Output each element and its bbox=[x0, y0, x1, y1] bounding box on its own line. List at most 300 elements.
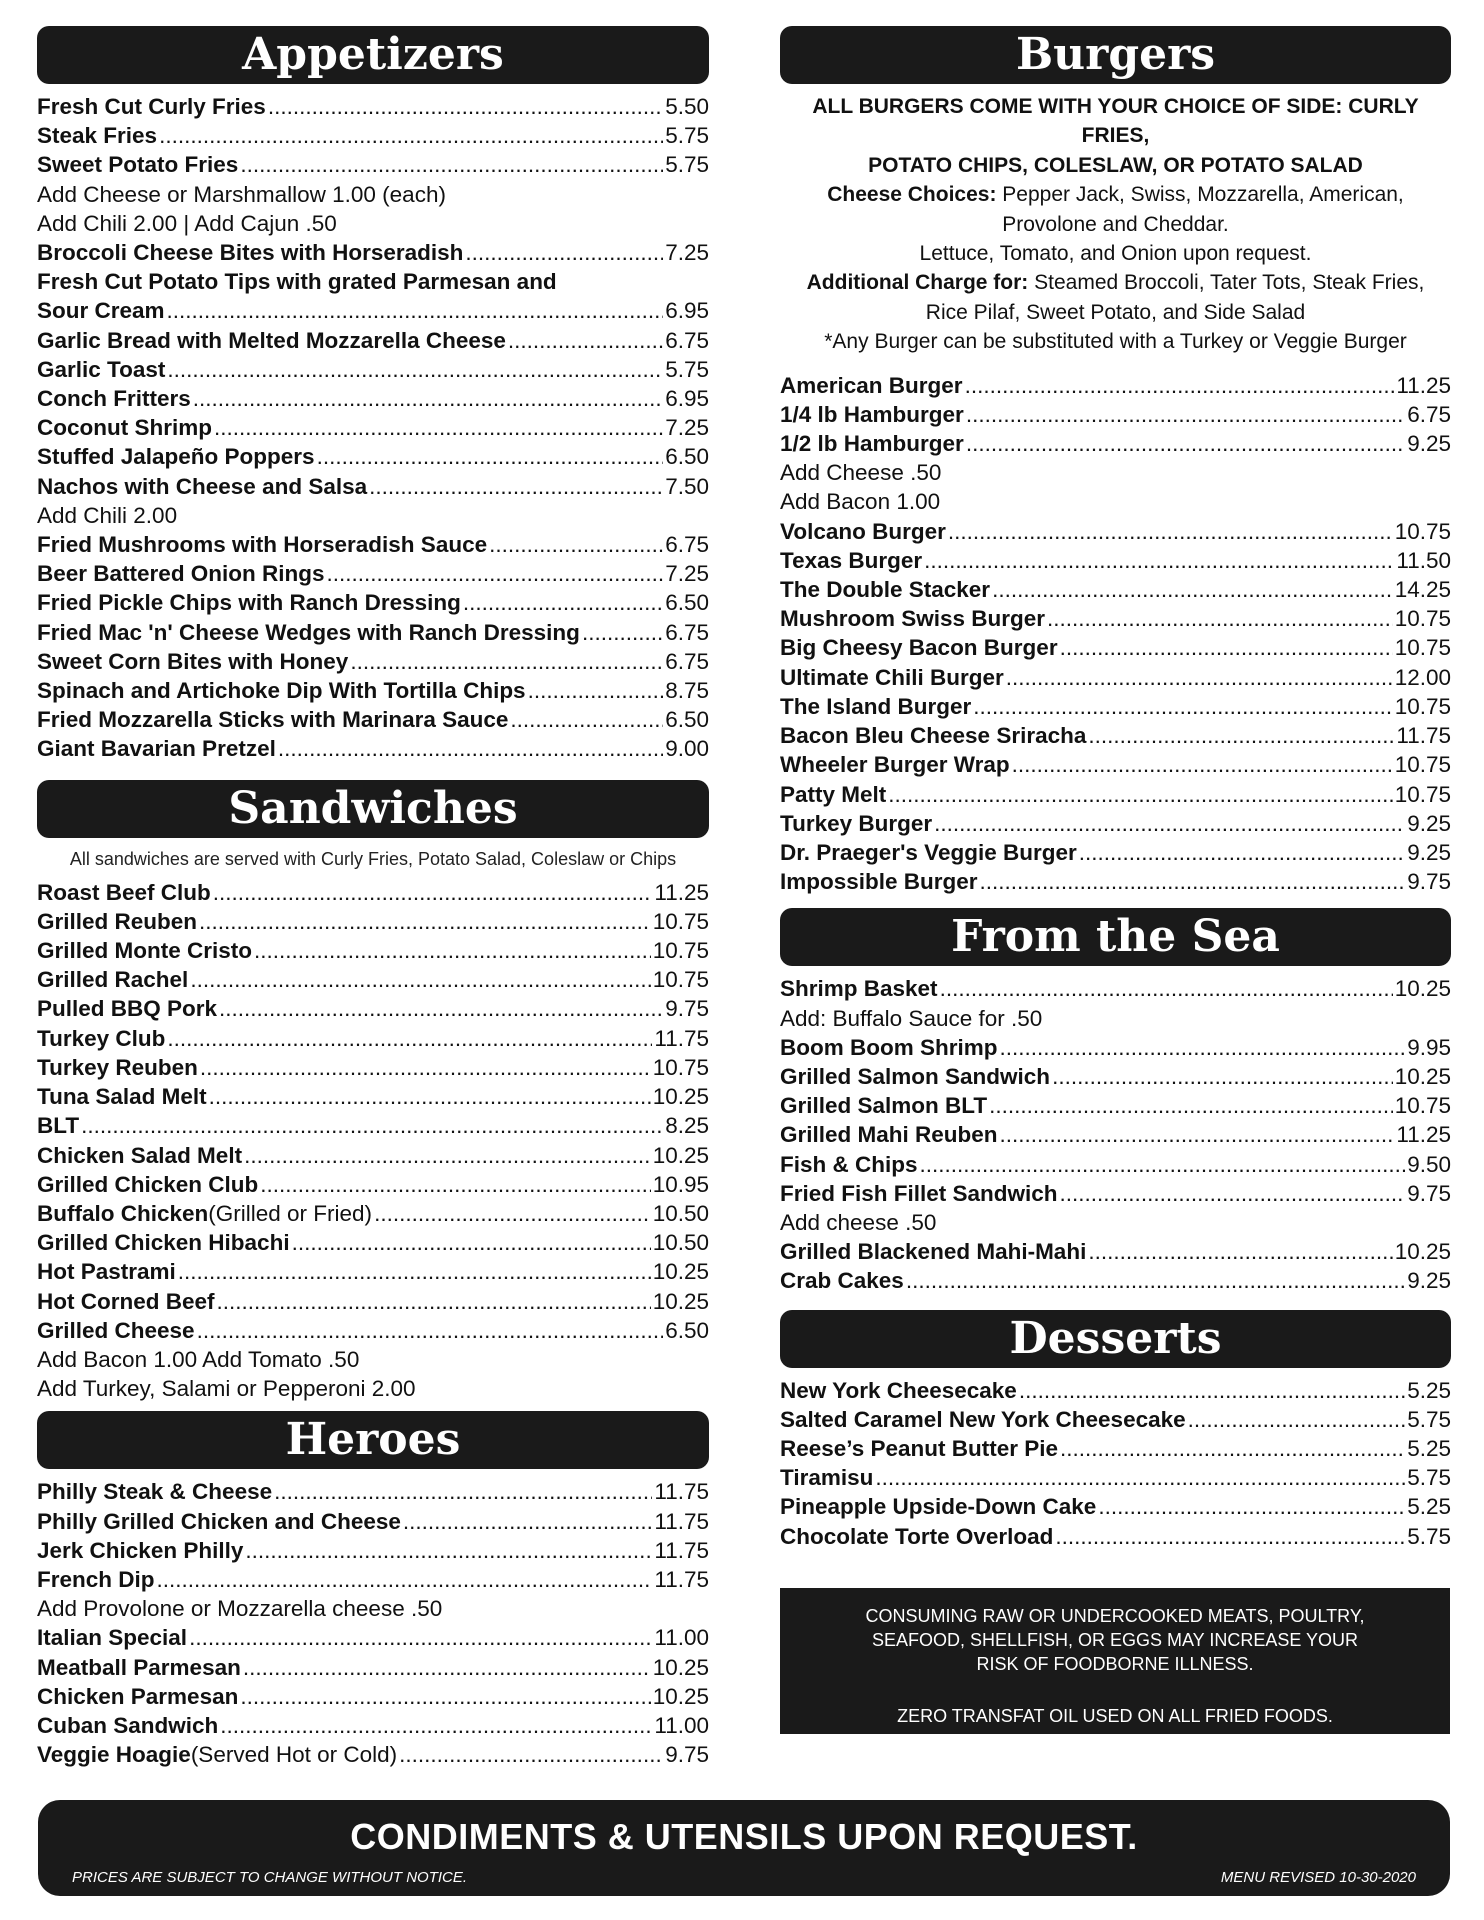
item-price: 6.50 bbox=[665, 707, 709, 733]
item-name: Sour Cream bbox=[37, 298, 165, 324]
item-name: Turkey Reuben bbox=[37, 1054, 198, 1080]
item-name: Sweet Corn Bites with Honey bbox=[37, 648, 349, 674]
leader-dots bbox=[193, 384, 663, 413]
item-price: 6.95 bbox=[665, 298, 709, 324]
leader-dots bbox=[217, 1287, 651, 1316]
item-name: Italian Special bbox=[37, 1625, 188, 1651]
item-name: Tuna Salad Melt bbox=[37, 1084, 207, 1110]
add-on-note: Fresh Cut Potato Tips with grated Parmesan and bbox=[37, 269, 557, 295]
leader-dots bbox=[260, 1170, 650, 1199]
leader-dots bbox=[240, 1682, 650, 1711]
item-name: Philly Grilled Chicken and Cheese bbox=[37, 1508, 401, 1534]
desserts-header: Desserts bbox=[780, 1310, 1451, 1368]
leader-dots bbox=[209, 1082, 651, 1111]
leader-dots bbox=[465, 238, 663, 267]
item-name: 1/2 lb Hamburger bbox=[780, 431, 964, 457]
menu-item bbox=[780, 633, 1451, 662]
leader-dots bbox=[992, 575, 1393, 604]
add-on-note: Add Provolone or Mozzarella cheese .50 bbox=[37, 1596, 443, 1622]
sandwiches-header: Sandwiches bbox=[37, 780, 709, 838]
leader-dots bbox=[157, 1565, 653, 1594]
menu-item bbox=[37, 1682, 709, 1711]
menu-item bbox=[780, 780, 1451, 809]
right-column bbox=[780, 26, 1451, 1551]
heroes-header: Heroes bbox=[37, 1411, 709, 1469]
item-price: 10.75 bbox=[1394, 518, 1451, 544]
menu-item bbox=[780, 1463, 1451, 1492]
item-name: Ultimate Chili Burger bbox=[780, 664, 1004, 690]
menu-item bbox=[780, 1120, 1451, 1149]
leader-dots bbox=[197, 1316, 664, 1345]
leader-dots bbox=[1060, 1434, 1405, 1463]
leader-dots bbox=[1188, 1405, 1406, 1434]
item-name: Grilled Rachel bbox=[37, 967, 189, 993]
leader-dots bbox=[200, 1053, 651, 1082]
leader-dots bbox=[934, 809, 1405, 838]
item-name: Fried Mozzarella Sticks with Marinara Sauce bbox=[37, 707, 509, 733]
item-price: 12.00 bbox=[1394, 664, 1451, 690]
menu-item bbox=[780, 867, 1451, 896]
item-name: Nachos with Cheese and Salsa bbox=[37, 473, 368, 499]
item-name: Chicken Salad Melt bbox=[37, 1142, 243, 1168]
menu-item bbox=[37, 1711, 709, 1740]
leader-dots bbox=[243, 1653, 651, 1682]
leader-dots bbox=[582, 618, 663, 647]
item-name: Hot Corned Beef bbox=[37, 1288, 215, 1314]
item-price: 5.50 bbox=[665, 94, 709, 119]
item-name: Fried Pickle Chips with Ranch Dressing bbox=[37, 590, 461, 616]
additional-charge-2: Rice Pilaf, Sweet Potato, and Side Salad bbox=[925, 300, 1306, 324]
leader-dots bbox=[350, 647, 663, 676]
item-name: BLT bbox=[37, 1113, 80, 1139]
item-name: Chicken Parmesan bbox=[37, 1683, 239, 1709]
item-name: Grilled Salmon BLT bbox=[780, 1093, 988, 1119]
menu-item bbox=[37, 588, 709, 617]
leader-dots bbox=[924, 546, 1394, 575]
menu-item bbox=[37, 238, 709, 267]
menu-item bbox=[37, 1565, 709, 1594]
item-price: 10.50 bbox=[652, 1200, 709, 1226]
leader-dots bbox=[317, 442, 664, 471]
menu-item bbox=[780, 1522, 1451, 1551]
item-name: Cuban Sandwich bbox=[37, 1712, 219, 1738]
item-price: 5.75 bbox=[665, 356, 709, 382]
item-name: Salted Caramel New York Cheesecake bbox=[780, 1406, 1186, 1432]
item-name: American Burger bbox=[780, 372, 963, 398]
leader-dots bbox=[167, 355, 663, 384]
item-price: 10.25 bbox=[652, 1142, 709, 1168]
leader-dots bbox=[292, 1228, 651, 1257]
item-price: 14.25 bbox=[1394, 577, 1451, 603]
item-price: 7.25 bbox=[665, 561, 709, 587]
item-price: 11.75 bbox=[654, 1479, 709, 1505]
item-price: 5.25 bbox=[1407, 1435, 1451, 1461]
item-price: 5.75 bbox=[1407, 1465, 1451, 1491]
leader-dots bbox=[1079, 838, 1405, 867]
menu-item bbox=[37, 1228, 709, 1257]
menu-item bbox=[780, 974, 1451, 1003]
menu-item bbox=[780, 1033, 1451, 1062]
menu-item bbox=[37, 994, 709, 1023]
menu-item bbox=[37, 1653, 709, 1682]
item-name: Fried Mushrooms with Horseradish Sauce bbox=[37, 532, 488, 558]
item-price: 10.25 bbox=[652, 1683, 709, 1709]
leader-dots bbox=[214, 413, 663, 442]
menu-item bbox=[780, 692, 1451, 721]
leader-dots bbox=[1000, 1033, 1406, 1062]
item-price: 10.95 bbox=[652, 1171, 709, 1197]
item-price: 7.25 bbox=[665, 415, 709, 441]
item-name: Spinach and Artichoke Dip With Tortilla Chips bbox=[37, 678, 526, 704]
item-name: Grilled Blackened Mahi-Mahi bbox=[780, 1239, 1087, 1265]
menu-item bbox=[37, 472, 709, 501]
item-price: 9.25 bbox=[1407, 1268, 1451, 1294]
leader-dots bbox=[966, 429, 1405, 458]
menu-item bbox=[37, 121, 709, 150]
item-price: 10.50 bbox=[652, 1230, 709, 1256]
item-price: 9.25 bbox=[1407, 839, 1451, 865]
menu-item bbox=[37, 907, 709, 936]
item-name: Jerk Chicken Philly bbox=[37, 1537, 244, 1563]
item-price: 5.25 bbox=[1407, 1377, 1451, 1403]
item-price: 10.25 bbox=[652, 1288, 709, 1314]
leader-dots bbox=[888, 780, 1392, 809]
item-price: 10.25 bbox=[1394, 976, 1451, 1002]
item-price: 11.75 bbox=[654, 1537, 709, 1563]
item-name: Conch Fritters bbox=[37, 386, 191, 412]
leader-dots bbox=[980, 867, 1406, 896]
item-name: Roast Beef Club bbox=[37, 879, 211, 905]
prices-note: PRICES ARE SUBJECT TO CHANGE WITHOUT NOTICE. bbox=[72, 1869, 468, 1886]
item-name: Reese’s Peanut Butter Pie bbox=[780, 1435, 1059, 1461]
leader-dots bbox=[508, 326, 663, 355]
add-on-note: Add Turkey, Salami or Pepperoni 2.00 bbox=[37, 1376, 416, 1402]
add-on-note: Add Bacon 1.00 bbox=[780, 489, 941, 515]
item-name: New York Cheesecake bbox=[780, 1377, 1017, 1403]
item-name: Grilled Chicken Club bbox=[37, 1171, 259, 1197]
item-name: Chocolate Torte Overload bbox=[780, 1523, 1054, 1549]
menu-item bbox=[37, 647, 709, 676]
item-name: French Dip bbox=[37, 1566, 155, 1592]
leader-dots bbox=[167, 296, 664, 325]
item-price: 10.25 bbox=[652, 1654, 709, 1680]
item-name: Pineapple Upside-Down Cake bbox=[780, 1494, 1097, 1520]
leader-dots bbox=[199, 907, 651, 936]
menu-item bbox=[37, 618, 709, 647]
item-price: 10.25 bbox=[1394, 1239, 1451, 1265]
menu-item bbox=[780, 1492, 1451, 1521]
appetizers-header: Appetizers bbox=[37, 26, 709, 84]
add-on-note: Add Cheese or Marshmallow 1.00 (each) bbox=[37, 181, 446, 207]
leader-dots bbox=[973, 692, 1392, 721]
add-on-note: Add Cheese .50 bbox=[780, 460, 942, 486]
menu-item bbox=[37, 705, 709, 734]
burgers-list bbox=[780, 371, 1451, 897]
add-on-note: Add Chili 2.00 | Add Cajun .50 bbox=[37, 210, 337, 236]
leader-dots bbox=[1019, 1376, 1405, 1405]
item-name: Mushroom Swiss Burger bbox=[780, 606, 1046, 632]
item-note: (Grilled or Fried) bbox=[208, 1200, 373, 1226]
menu-item bbox=[780, 400, 1451, 429]
item-price: 11.00 bbox=[654, 1625, 709, 1651]
item-price: 11.25 bbox=[654, 879, 709, 905]
leader-dots bbox=[240, 150, 663, 179]
item-name: Hot Pastrami bbox=[37, 1259, 176, 1285]
item-price: 10.75 bbox=[1394, 781, 1451, 807]
item-price: 11.75 bbox=[654, 1508, 709, 1534]
transfat-note: ZERO TRANSFAT OIL USED ON ALL FRIED FOODS. bbox=[897, 1706, 1333, 1726]
item-name: The Double Stacker bbox=[780, 577, 991, 603]
item-price: 8.25 bbox=[665, 1113, 709, 1139]
item-name: Volcano Burger bbox=[780, 518, 946, 544]
item-price: 11.75 bbox=[654, 1025, 709, 1051]
item-name: Wheeler Burger Wrap bbox=[780, 752, 1010, 778]
menu-item bbox=[37, 1536, 709, 1565]
item-price: 10.75 bbox=[1394, 693, 1451, 719]
menu-item bbox=[780, 1405, 1451, 1434]
item-name: Garlic Toast bbox=[37, 356, 166, 382]
item-name: Fish & Chips bbox=[780, 1151, 918, 1177]
leader-dots bbox=[489, 530, 663, 559]
leader-dots bbox=[254, 936, 651, 965]
heroes-list bbox=[37, 1477, 709, 1769]
menu-item bbox=[37, 92, 709, 121]
leader-dots bbox=[965, 371, 1395, 400]
add-on-note: Add: Buffalo Sauce for .50 bbox=[780, 1005, 1043, 1031]
menu-item bbox=[780, 575, 1451, 604]
leader-dots bbox=[1060, 633, 1393, 662]
item-price: 9.75 bbox=[665, 1742, 709, 1768]
leader-dots bbox=[528, 676, 664, 705]
leader-dots bbox=[966, 400, 1405, 429]
burgers-info bbox=[780, 92, 1451, 357]
menu-item bbox=[37, 384, 709, 413]
sandwiches-note: All sandwiches are served with Curly Fries, Potato Salad, Coleslaw or Chips bbox=[69, 848, 677, 869]
menu-item bbox=[780, 1091, 1451, 1120]
item-price: 9.75 bbox=[665, 996, 709, 1022]
item-name: Fresh Cut Curly Fries bbox=[37, 94, 266, 119]
leader-dots bbox=[189, 1623, 652, 1652]
item-price: 10.75 bbox=[1394, 606, 1451, 632]
item-name: Coconut Shrimp bbox=[37, 415, 212, 441]
additional-charge bbox=[780, 268, 1451, 297]
item-price: 5.75 bbox=[665, 152, 709, 178]
item-price: 11.75 bbox=[1396, 723, 1451, 749]
item-price: 6.75 bbox=[665, 532, 709, 558]
menu-item bbox=[37, 1257, 709, 1286]
menu-item bbox=[37, 1199, 709, 1228]
warning-line-1: CONSUMING RAW OR UNDERCOOKED MEATS, POULTRY, bbox=[865, 1606, 1365, 1626]
item-name: Philly Steak & Cheese bbox=[37, 1479, 273, 1505]
leader-dots bbox=[1012, 750, 1393, 779]
menu-item bbox=[37, 1623, 709, 1652]
add-on-note: Add Bacon 1.00 Add Tomato .50 bbox=[37, 1346, 360, 1372]
item-price: 11.50 bbox=[1396, 547, 1451, 573]
item-name: Turkey Club bbox=[37, 1025, 166, 1051]
add-on-note: Add cheese .50 bbox=[780, 1209, 937, 1235]
item-price: 9.75 bbox=[1407, 869, 1451, 895]
leader-dots bbox=[190, 965, 650, 994]
item-name: Grilled Chicken Hibachi bbox=[37, 1230, 290, 1256]
item-price: 11.25 bbox=[1396, 372, 1451, 398]
item-price: 10.75 bbox=[1394, 635, 1451, 661]
menu-item bbox=[37, 965, 709, 994]
item-price: 10.75 bbox=[1394, 1093, 1451, 1119]
menu-item bbox=[37, 1141, 709, 1170]
appetizers-list bbox=[37, 92, 709, 764]
leader-dots bbox=[167, 1024, 652, 1053]
item-name: Impossible Burger bbox=[780, 869, 978, 895]
menu-item bbox=[37, 442, 709, 471]
item-price: 8.75 bbox=[665, 678, 709, 704]
item-name: Garlic Bread with Melted Mozzarella Cheese bbox=[37, 327, 506, 353]
substitute-note: *Any Burger can be substituted with a Turkey or Veggie Burger bbox=[824, 330, 1407, 354]
menu-item bbox=[37, 530, 709, 559]
leader-dots bbox=[1088, 1237, 1392, 1266]
leader-dots bbox=[1098, 1492, 1405, 1521]
menu-item bbox=[780, 1179, 1451, 1208]
leader-dots bbox=[278, 734, 663, 763]
item-name: Tiramisu bbox=[780, 1465, 874, 1491]
menu-item bbox=[780, 604, 1451, 633]
item-price: 9.50 bbox=[1407, 1151, 1451, 1177]
item-price: 10.75 bbox=[652, 908, 709, 934]
menu-item bbox=[780, 1266, 1451, 1295]
additional-charge-text: Steamed Broccoli, Tater Tots, Steak Fries, bbox=[1028, 271, 1425, 295]
menu-item bbox=[37, 936, 709, 965]
sandwiches-list bbox=[37, 878, 709, 1404]
leader-dots bbox=[219, 994, 663, 1023]
menu-item bbox=[780, 1237, 1451, 1266]
menu-item bbox=[780, 546, 1451, 575]
item-name: Grilled Mahi Reuben bbox=[780, 1122, 998, 1148]
menu-item bbox=[780, 1062, 1451, 1091]
burgers-side-line-2: POTATO CHIPS, COLESLAW, OR POTATO SALAD bbox=[868, 153, 1363, 177]
item-price: 11.25 bbox=[1396, 1122, 1451, 1148]
item-price: 5.75 bbox=[665, 123, 709, 149]
sea-list bbox=[780, 974, 1451, 1295]
additional-charge-label: Additional Charge for: bbox=[806, 271, 1029, 295]
leader-dots bbox=[940, 974, 1393, 1003]
item-name: Pulled BBQ Pork bbox=[37, 996, 218, 1022]
leader-dots bbox=[1000, 1120, 1395, 1149]
leader-dots bbox=[244, 1141, 651, 1170]
menu-item bbox=[780, 1376, 1451, 1405]
item-name: Bacon Bleu Cheese Sriracha bbox=[780, 723, 1087, 749]
health-warning bbox=[780, 1588, 1450, 1734]
left-column bbox=[37, 26, 709, 1769]
item-name: 1/4 lb Hamburger bbox=[780, 401, 964, 427]
menu-item bbox=[37, 413, 709, 442]
menu-item bbox=[37, 878, 709, 907]
lettuce-note: Lettuce, Tomato, and Onion upon request. bbox=[919, 242, 1312, 266]
leader-dots bbox=[399, 1740, 663, 1769]
menu-item bbox=[37, 1024, 709, 1053]
item-name: Meatball Parmesan bbox=[37, 1654, 241, 1680]
menu-item bbox=[780, 809, 1451, 838]
burgers-header: Burgers bbox=[780, 26, 1451, 84]
item-price: 6.75 bbox=[665, 327, 709, 353]
item-name: Patty Melt bbox=[780, 781, 887, 807]
menu-item bbox=[780, 429, 1451, 458]
item-name: Fried Mac 'n' Cheese Wedges with Ranch Dressing bbox=[37, 619, 580, 645]
item-name: Turkey Burger bbox=[780, 810, 933, 836]
leader-dots bbox=[920, 1150, 1406, 1179]
leader-dots bbox=[948, 517, 1393, 546]
leader-dots bbox=[369, 472, 663, 501]
item-name: Beer Battered Onion Rings bbox=[37, 561, 325, 587]
leader-dots bbox=[1060, 1179, 1406, 1208]
menu-item bbox=[780, 721, 1451, 750]
leader-dots bbox=[245, 1536, 652, 1565]
item-price: 10.25 bbox=[1394, 1063, 1451, 1089]
condiments-note: CONDIMENTS & UTENSILS UPON REQUEST. bbox=[350, 1816, 1138, 1857]
item-name: Big Cheesy Bacon Burger bbox=[780, 635, 1058, 661]
menu-item bbox=[37, 326, 709, 355]
leader-dots bbox=[274, 1477, 652, 1506]
leader-dots bbox=[159, 121, 663, 150]
leader-dots bbox=[1006, 663, 1393, 692]
menu-revised: MENU REVISED 10-30-2020 bbox=[1220, 1869, 1416, 1886]
leader-dots bbox=[403, 1507, 652, 1536]
menu-item bbox=[780, 517, 1451, 546]
item-name: Steak Fries bbox=[37, 123, 158, 149]
leader-dots bbox=[463, 588, 663, 617]
menu-item bbox=[37, 1316, 709, 1345]
menu-item bbox=[37, 1111, 709, 1140]
menu-item bbox=[37, 1477, 709, 1506]
burgers-side-line-1: ALL BURGERS COME WITH YOUR CHOICE OF SIDE: CURLY FRIES, bbox=[812, 95, 1419, 148]
item-name: Dr. Praeger's Veggie Burger bbox=[780, 839, 1077, 865]
leader-dots bbox=[510, 705, 663, 734]
cheese-choices bbox=[780, 180, 1451, 209]
item-price: 10.75 bbox=[1394, 752, 1451, 778]
item-name: Grilled Reuben bbox=[37, 908, 198, 934]
menu-item bbox=[780, 838, 1451, 867]
item-price: 11.75 bbox=[654, 1566, 709, 1592]
add-on-note: Add Chili 2.00 bbox=[37, 502, 178, 528]
menu-item bbox=[37, 1170, 709, 1199]
menu-item bbox=[780, 1150, 1451, 1179]
menu-item bbox=[37, 1507, 709, 1536]
item-name: Stuffed Jalapeño Poppers bbox=[37, 444, 315, 470]
leader-dots bbox=[327, 559, 664, 588]
leader-dots bbox=[220, 1711, 652, 1740]
menu-item bbox=[780, 663, 1451, 692]
leader-dots bbox=[1052, 1062, 1393, 1091]
leader-dots bbox=[875, 1463, 1405, 1492]
item-price: 6.95 bbox=[665, 386, 709, 412]
leader-dots bbox=[374, 1199, 651, 1228]
menu-item bbox=[37, 355, 709, 384]
warning-line-3: RISK OF FOODBORNE ILLNESS. bbox=[976, 1654, 1254, 1674]
menu-item bbox=[37, 734, 709, 763]
item-price: 9.95 bbox=[1407, 1034, 1451, 1060]
leader-dots bbox=[906, 1266, 1405, 1295]
desserts-list bbox=[780, 1376, 1451, 1551]
item-name: Grilled Cheese bbox=[37, 1317, 195, 1343]
item-name: The Island Burger bbox=[780, 693, 972, 719]
item-price: 9.25 bbox=[1407, 431, 1451, 457]
item-price: 9.25 bbox=[1407, 810, 1451, 836]
item-price: 10.75 bbox=[652, 1054, 709, 1080]
menu-item bbox=[37, 150, 709, 179]
item-name: Texas Burger bbox=[780, 547, 923, 573]
menu-item bbox=[37, 559, 709, 588]
leader-dots bbox=[989, 1091, 1393, 1120]
item-price: 5.75 bbox=[1407, 1406, 1451, 1432]
item-note: (Served Hot or Cold) bbox=[190, 1742, 398, 1768]
